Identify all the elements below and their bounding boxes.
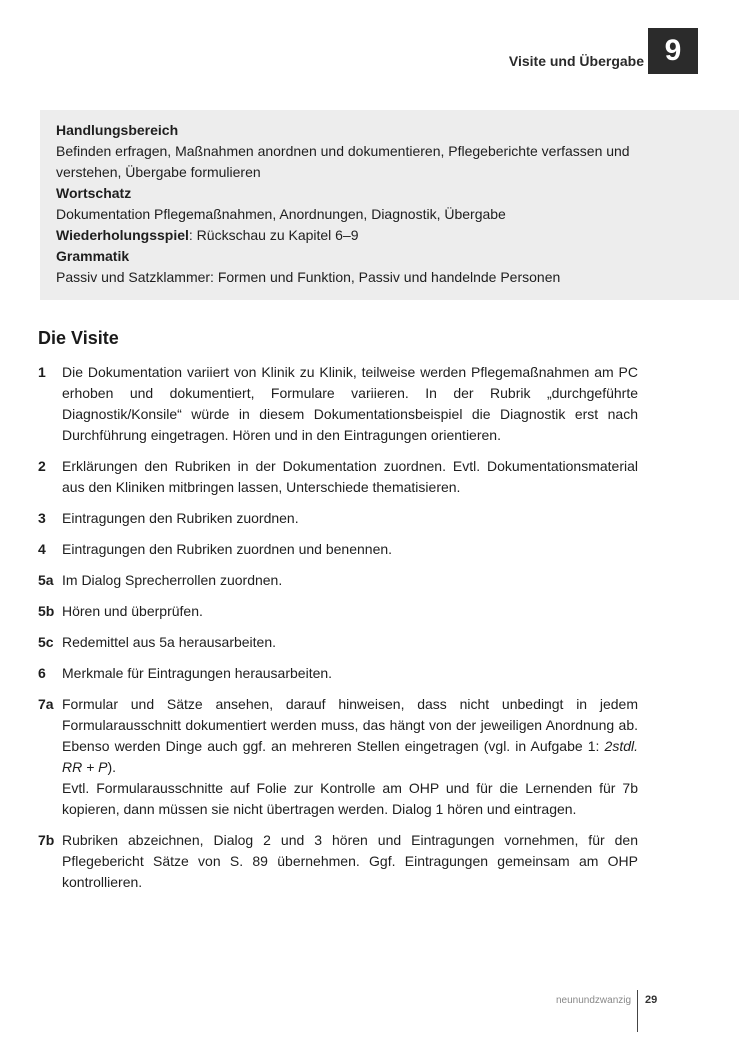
task-item xyxy=(38,601,638,622)
task-text: Rubriken abzeichnen, Dialog 2 und 3 hören und Eintragungen vornehmen, für den Pflegebericht Sätze von S. 89 übernehmen. Ggf. Eintragungen gemeinsam am OHP kontrollieren. xyxy=(62,832,638,890)
task-number: 5b xyxy=(38,603,55,619)
task-item xyxy=(38,830,638,893)
chapter-title: Visite und Übergabe xyxy=(508,53,644,69)
task-number: 1 xyxy=(38,364,46,380)
task-text: Formular und Sätze ansehen, darauf hinweisen, dass nicht unbedingt in jedem Formularausschnitt dokumentiert werden muss, das hängt von der jeweiligen Anordnung ab. Ebenso werden Dinge auch ggf. an mehreren Stellen eingetragen (vgl. in Aufgabe 1: xyxy=(62,696,638,754)
wortschatz-text: Dokumentation Pflegemaßnahmen, Anordnungen, Diagnostik, Übergabe xyxy=(56,206,506,222)
task-number: 3 xyxy=(38,510,46,526)
task-number: 2 xyxy=(38,458,46,474)
task-number: 7a xyxy=(38,696,54,712)
task-list xyxy=(38,362,638,903)
handlungsbereich-label: Handlungsbereich xyxy=(56,122,179,138)
chapter-number-badge: 9 xyxy=(648,28,698,74)
grammatik-label: Grammatik xyxy=(56,248,130,264)
handlungsbereich-text: Befinden erfragen, Maßnahmen anordnen und dokumentieren, Pflegeberichte verfassen und verstehen, Übergabe formulieren xyxy=(56,143,630,180)
task-text: Im Dialog Sprecherrollen zuordnen. xyxy=(62,572,283,588)
task-text: Merkmale für Eintragungen herausarbeiten. xyxy=(62,665,333,681)
task-item xyxy=(38,632,638,653)
page-number-word: neunundzwanzig xyxy=(556,995,632,1006)
task-number: 7b xyxy=(38,832,55,848)
task-text: Erklärungen den Rubriken in der Dokumentation zuordnen. Evtl. Dokumentationsmaterial aus den Kliniken mitbringen lassen, Unterschiede thematisieren. xyxy=(62,458,638,495)
task-text-continued: Evtl. Formularausschnitte auf Folie zur Kontrolle am OHP und für die Lernenden für 7b kopieren, dann müssen sie nicht übertragen werden. Dialog 1 hören und eintragen. xyxy=(62,780,638,817)
wiederholung-text: : Rückschau zu Kapitel 6–9 xyxy=(188,227,359,243)
task-item xyxy=(38,539,638,560)
overview-content xyxy=(56,120,636,288)
section-title: Die Visite xyxy=(38,328,119,348)
task-text: Hören und überprüfen. xyxy=(62,603,203,619)
task-number: 5c xyxy=(38,634,54,650)
task-item xyxy=(38,570,638,591)
task-text-end: ). xyxy=(107,759,117,775)
task-text: Redemittel aus 5a herausarbeiten. xyxy=(62,634,277,650)
task-item xyxy=(38,663,638,684)
page-number: 29 xyxy=(645,994,658,1006)
task-text: Die Dokumentation variiert von Klinik zu Klinik, teilweise werden Pflegemaßnahmen am PC erhoben und dokumentiert, Formulare variieren. In der Rubrik „durchgeführte Diagnostik/Konsile“ würde in diesem Dokumentationsbeispiel die Diagnostik erst nach Durchführung eingetragen. Hören und in den Eintragungen orientieren. xyxy=(62,364,638,443)
task-text-italic: 2stdl. RR + P xyxy=(62,738,638,775)
task-number: 5a xyxy=(38,572,54,588)
wiederholung-label: Wiederholungsspiel xyxy=(56,227,189,243)
task-text: Eintragungen den Rubriken zuordnen. xyxy=(62,510,299,526)
task-item xyxy=(38,456,638,498)
task-item xyxy=(38,362,638,446)
task-item xyxy=(38,508,638,529)
task-text-block xyxy=(62,694,638,820)
footer-divider xyxy=(637,990,638,1032)
task-item xyxy=(38,694,638,820)
task-number: 4 xyxy=(38,541,46,557)
grammatik-text: Passiv und Satzklammer: Formen und Funktion, Passiv und handelnde Personen xyxy=(56,269,561,285)
task-number: 6 xyxy=(38,665,46,681)
task-text: Eintragungen den Rubriken zuordnen und benennen. xyxy=(62,541,393,557)
wortschatz-label: Wortschatz xyxy=(56,185,132,201)
